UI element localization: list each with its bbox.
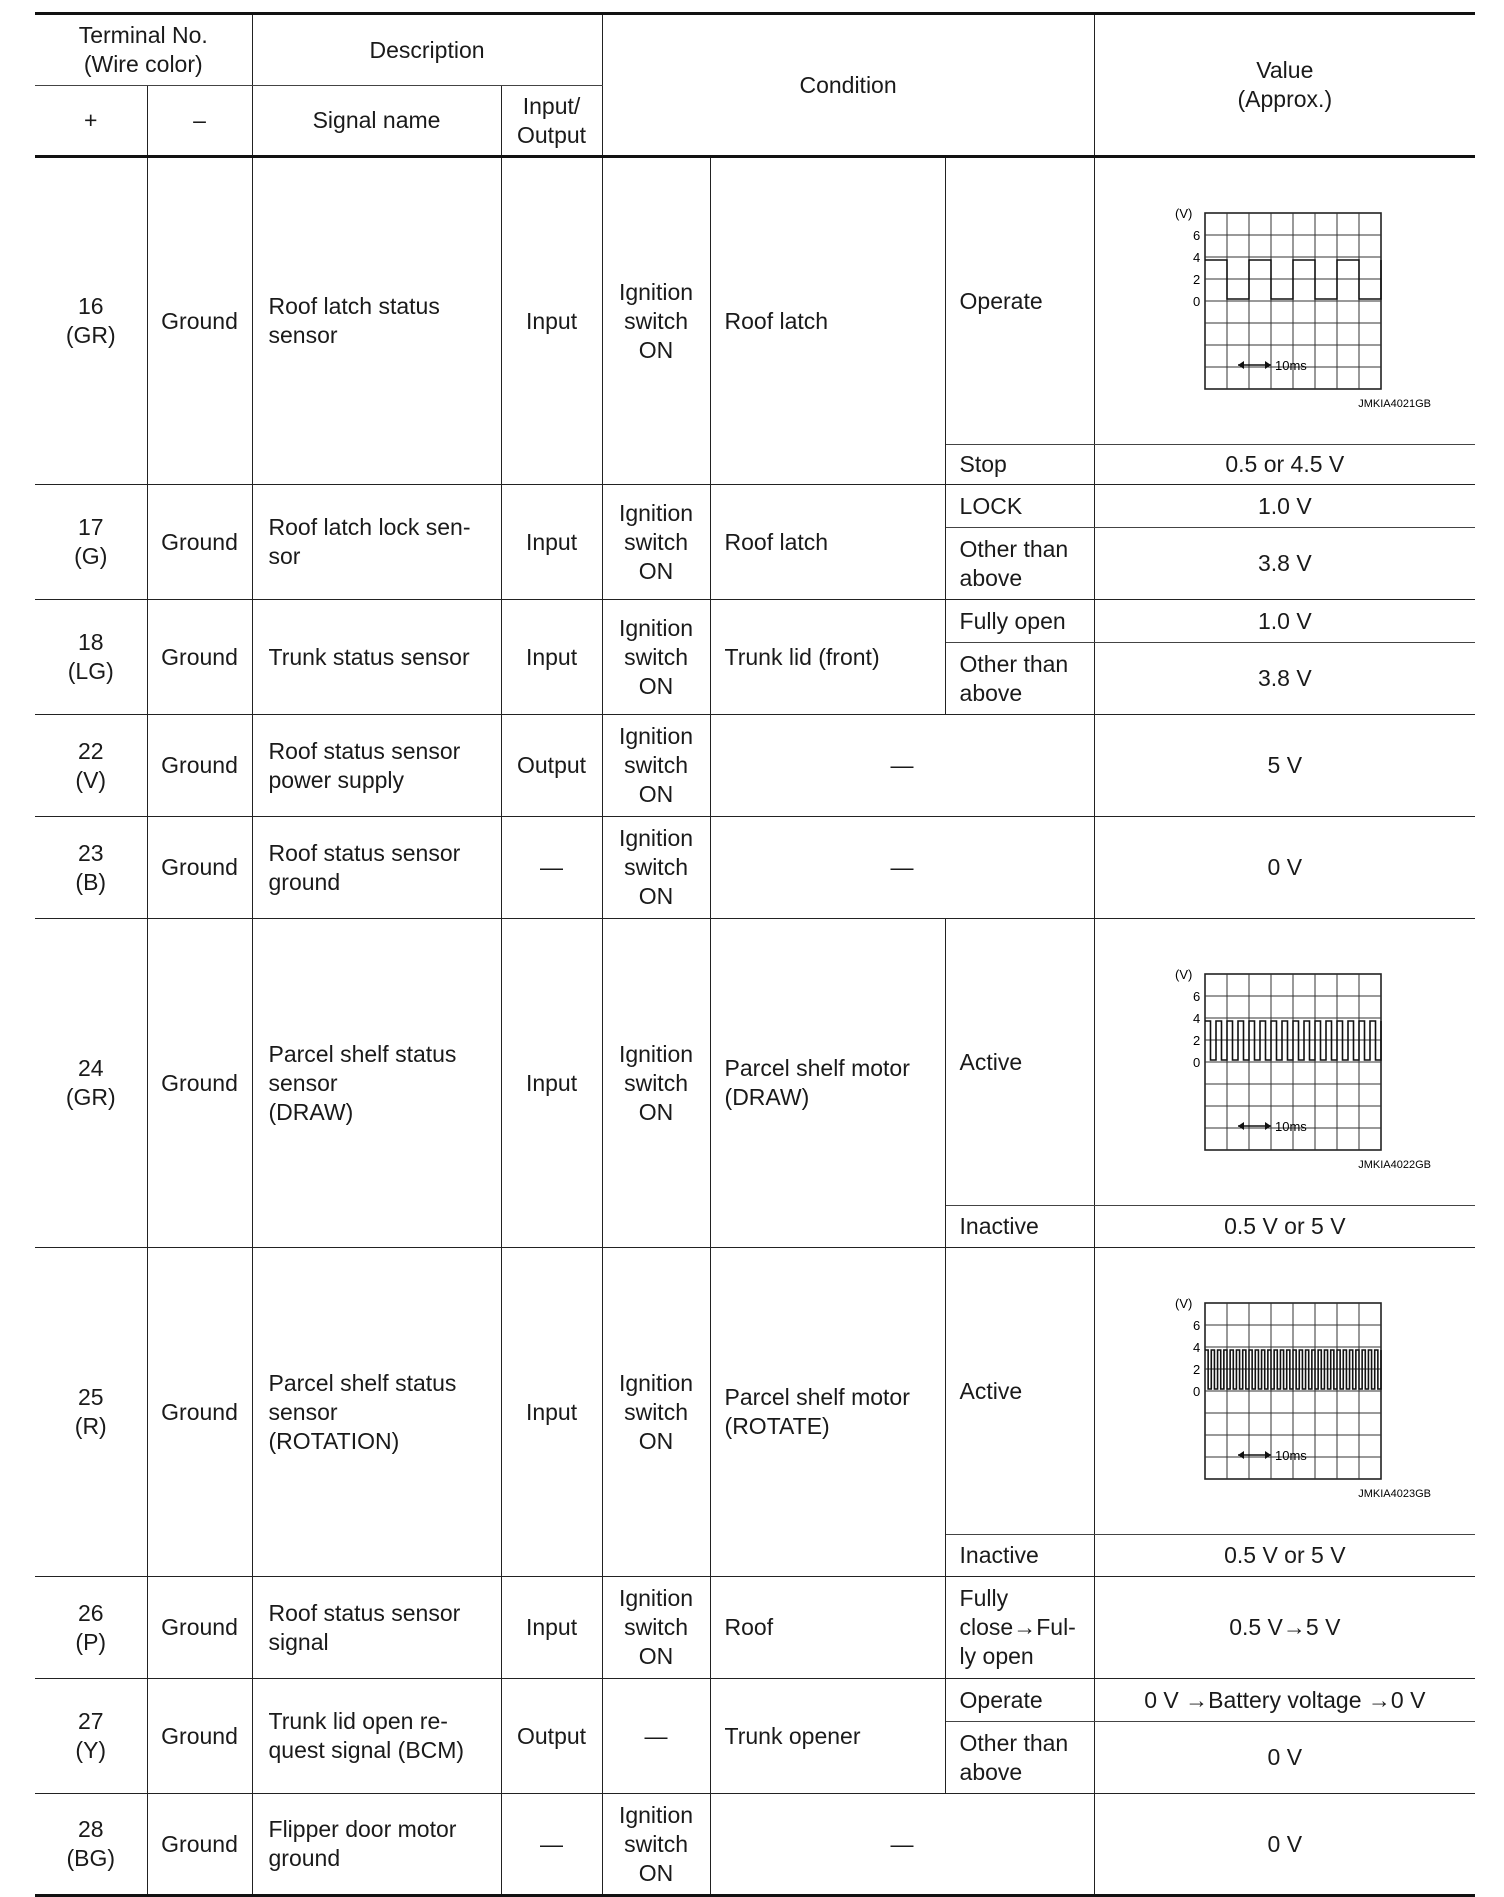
waveform-scale-label: 10ms <box>1274 358 1307 373</box>
minus-cell: Ground <box>147 485 252 600</box>
waveform-graph <box>1135 952 1435 1172</box>
waveform-y-label: (V) <box>1174 1296 1193 1311</box>
io-cell: Output <box>501 1679 602 1794</box>
terminal-table-sheet <box>35 12 1475 1897</box>
waveform-cell <box>1094 1248 1475 1535</box>
waveform-scale-arrow <box>1238 361 1271 369</box>
waveform-y-label: (V) <box>1174 967 1193 982</box>
value-cell: 0.5 V or 5 V <box>1094 1535 1475 1577</box>
condition-cell: Trunk opener <box>710 1679 945 1794</box>
terminal-table <box>35 12 1475 1897</box>
condition-cell: — <box>710 817 1094 919</box>
minus-cell: Ground <box>147 919 252 1248</box>
state-cell: Active <box>945 919 1094 1206</box>
condition-cell: Roof <box>710 1577 945 1679</box>
state-cell: Active <box>945 1248 1094 1535</box>
state-cell: Other than above <box>945 643 1094 715</box>
waveform-scale-label: 10ms <box>1274 1119 1307 1134</box>
io-cell: Input <box>501 157 602 485</box>
value-cell: 1.0 V <box>1094 600 1475 643</box>
state-cell: Operate <box>945 157 1094 445</box>
signal-name-cell: Flipper door motor ground <box>252 1794 501 1896</box>
condition-cell: — <box>710 715 1094 817</box>
condition-cell: Roof latch <box>710 157 945 485</box>
figure-id-label: JMKIA4023GB <box>1358 1488 1431 1500</box>
ignition-cell: Ignition switch ON <box>602 817 710 919</box>
io-cell: Input <box>501 919 602 1248</box>
io-cell: Input <box>501 485 602 600</box>
waveform-tick-label: 6 <box>1192 989 1201 1004</box>
state-cell: Inactive <box>945 1535 1094 1577</box>
terminal-cell: 26 (P) <box>35 1577 147 1679</box>
ignition-cell: Ignition switch ON <box>602 485 710 600</box>
value-cell: 1.0 V <box>1094 485 1475 528</box>
signal-name-cell: Trunk lid open re- quest signal (BCM) <box>252 1679 501 1794</box>
waveform-tick-label: 0 <box>1192 294 1201 309</box>
table-row <box>35 485 1475 528</box>
table-row <box>35 715 1475 817</box>
waveform-cell <box>1094 919 1475 1206</box>
minus-cell: Ground <box>147 1679 252 1794</box>
waveform-tick-label: 2 <box>1192 1033 1201 1048</box>
condition-cell: Roof latch <box>710 485 945 600</box>
value-cell: 0.5 V or 5 V <box>1094 1206 1475 1248</box>
table-row <box>35 157 1475 445</box>
table-row <box>35 1248 1475 1535</box>
waveform-scale-label: 10ms <box>1274 1448 1307 1463</box>
header-description: Description <box>252 14 602 86</box>
io-cell: Output <box>501 715 602 817</box>
ignition-cell: — <box>602 1679 710 1794</box>
waveform-tick-label: 2 <box>1192 272 1201 287</box>
terminal-cell: 24 (GR) <box>35 919 147 1248</box>
state-cell: Other than above <box>945 528 1094 600</box>
table-row <box>35 1679 1475 1722</box>
condition-cell: Trunk lid (front) <box>710 600 945 715</box>
waveform-tick-label: 0 <box>1192 1055 1201 1070</box>
terminal-cell: 18 (LG) <box>35 600 147 715</box>
waveform-scale-arrow <box>1238 1122 1271 1130</box>
table-row <box>35 919 1475 1206</box>
table-row <box>35 600 1475 643</box>
minus-cell: Ground <box>147 157 252 485</box>
io-cell: — <box>501 817 602 919</box>
waveform-tick-label: 6 <box>1192 1318 1201 1333</box>
waveform-graph <box>1135 1281 1435 1501</box>
header-signal-name: Signal name <box>252 86 501 157</box>
signal-name-cell: Roof status sensor signal <box>252 1577 501 1679</box>
minus-cell: Ground <box>147 1248 252 1577</box>
minus-cell: Ground <box>147 600 252 715</box>
waveform-tick-label: 0 <box>1192 1384 1201 1399</box>
waveform-tick-label: 4 <box>1192 250 1201 265</box>
table-row <box>35 1794 1475 1896</box>
ignition-cell: Ignition switch ON <box>602 1248 710 1577</box>
state-cell: LOCK <box>945 485 1094 528</box>
state-cell: Fully close→Ful- ly open <box>945 1577 1094 1679</box>
value-cell: 0 V <box>1094 1794 1475 1896</box>
state-cell: Other than above <box>945 1722 1094 1794</box>
table-row <box>35 817 1475 919</box>
minus-cell: Ground <box>147 715 252 817</box>
state-cell: Inactive <box>945 1206 1094 1248</box>
state-cell: Stop <box>945 445 1094 485</box>
signal-name-cell: Parcel shelf status sensor (DRAW) <box>252 919 501 1248</box>
header-minus: – <box>147 86 252 157</box>
table-row <box>35 1577 1475 1679</box>
figure-id-label: JMKIA4021GB <box>1358 398 1431 410</box>
condition-cell: Parcel shelf motor (ROTATE) <box>710 1248 945 1577</box>
state-cell: Operate <box>945 1679 1094 1722</box>
terminal-cell: 25 (R) <box>35 1248 147 1577</box>
waveform-scale-arrow <box>1238 1451 1271 1459</box>
terminal-cell: 27 (Y) <box>35 1679 147 1794</box>
value-cell: 3.8 V <box>1094 643 1475 715</box>
minus-cell: Ground <box>147 817 252 919</box>
figure-id-label: JMKIA4022GB <box>1358 1159 1431 1171</box>
header-condition: Condition <box>602 14 1094 157</box>
signal-name-cell: Roof latch lock sen- sor <box>252 485 501 600</box>
io-cell: — <box>501 1794 602 1896</box>
value-cell: 3.8 V <box>1094 528 1475 600</box>
terminal-cell: 17 (G) <box>35 485 147 600</box>
io-cell: Input <box>501 1248 602 1577</box>
io-cell: Input <box>501 600 602 715</box>
waveform-graph <box>1135 191 1435 411</box>
signal-name-cell: Roof latch status sensor <box>252 157 501 485</box>
ignition-cell: Ignition switch ON <box>602 715 710 817</box>
ignition-cell: Ignition switch ON <box>602 600 710 715</box>
waveform-tick-label: 4 <box>1192 1011 1201 1026</box>
header-terminal: Terminal No. (Wire color) <box>35 14 252 86</box>
waveform-y-label: (V) <box>1174 206 1193 221</box>
header-value: Value (Approx.) <box>1094 14 1475 157</box>
signal-name-cell: Parcel shelf status sensor (ROTATION) <box>252 1248 501 1577</box>
header-plus: + <box>35 86 147 157</box>
value-cell: 0 V <box>1094 1722 1475 1794</box>
terminal-cell: 28 (BG) <box>35 1794 147 1896</box>
terminal-cell: 23 (B) <box>35 817 147 919</box>
value-cell: 0.5 V→5 V <box>1094 1577 1475 1679</box>
signal-name-cell: Roof status sensor ground <box>252 817 501 919</box>
value-cell: 0.5 or 4.5 V <box>1094 445 1475 485</box>
condition-cell: — <box>710 1794 1094 1896</box>
state-cell: Fully open <box>945 600 1094 643</box>
io-cell: Input <box>501 1577 602 1679</box>
ignition-cell: Ignition switch ON <box>602 157 710 485</box>
signal-name-cell: Trunk status sensor <box>252 600 501 715</box>
terminal-cell: 22 (V) <box>35 715 147 817</box>
ignition-cell: Ignition switch ON <box>602 1794 710 1896</box>
terminal-cell: 16 (GR) <box>35 157 147 485</box>
ignition-cell: Ignition switch ON <box>602 1577 710 1679</box>
ignition-cell: Ignition switch ON <box>602 919 710 1248</box>
waveform-tick-label: 4 <box>1192 1340 1201 1355</box>
waveform-tick-label: 2 <box>1192 1362 1201 1377</box>
waveform-cell <box>1094 157 1475 445</box>
signal-name-cell: Roof status sensor power supply <box>252 715 501 817</box>
value-cell: 0 V →Battery voltage →0 V <box>1094 1679 1475 1722</box>
header-input-output: Input/ Output <box>501 86 602 157</box>
minus-cell: Ground <box>147 1794 252 1896</box>
condition-cell: Parcel shelf motor (DRAW) <box>710 919 945 1248</box>
value-cell: 0 V <box>1094 817 1475 919</box>
minus-cell: Ground <box>147 1577 252 1679</box>
waveform-tick-label: 6 <box>1192 228 1201 243</box>
value-cell: 5 V <box>1094 715 1475 817</box>
